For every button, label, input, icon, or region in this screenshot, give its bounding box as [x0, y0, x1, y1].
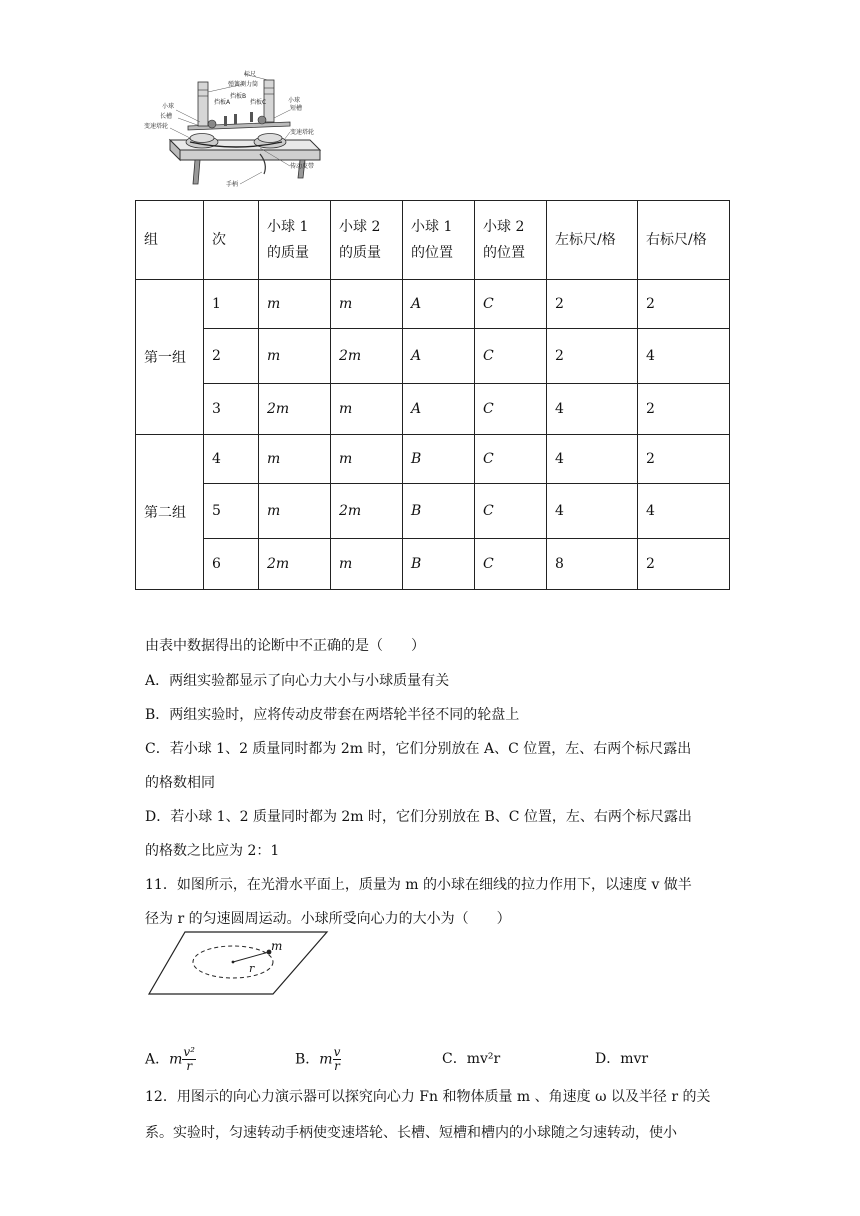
apparatus-figure	[140, 62, 330, 190]
label-tower-wheel-right: 变速塔轮	[290, 129, 315, 136]
label-spring-cylinder: 弹簧测力筒	[228, 81, 259, 88]
header-group: 组	[136, 201, 204, 280]
q12-stem-line2: 系。实验时，匀速转动手柄使变速塔轮、长槽、短槽和槽内的小球随之匀速转动，使小	[145, 1125, 677, 1141]
fig-label-r: r	[249, 962, 255, 975]
table-row: 2 m 2m A C 2 4	[136, 329, 730, 384]
q10-option-b: B．两组实验时，应将传动皮带套在两塔轮半径不同的轮盘上	[145, 707, 520, 723]
header-position-1: 小球 1 的位置	[403, 201, 475, 280]
header-trial: 次	[204, 201, 259, 280]
group-cell: 第二组	[136, 435, 204, 590]
q11-option-d: D．mvr	[595, 1051, 649, 1067]
q10-option-c-line1: C．若小球 1、2 质量同时都为 2m 时，它们分别放在 A、C 位置，左、右两个标尺露出	[145, 741, 692, 757]
label-handle: 手柄	[226, 181, 239, 188]
label-ball-right: 小球	[288, 97, 301, 104]
q10-option-c-line2: 的格数相同	[145, 775, 215, 791]
q11-option-b: B．m $\frac{v}{r}$	[295, 1045, 341, 1073]
table-header-row	[136, 201, 730, 280]
q12-stem-line1: 12．用图示的向心力演示器可以探究向心力 Fn 和物体质量 m 、角速度 ω 以及半径 r 的关	[145, 1089, 711, 1105]
fig-label-m: m	[271, 939, 283, 953]
label-baffle-c: 挡板C	[250, 99, 267, 106]
label-baffle-b: 挡板B	[230, 93, 247, 100]
header-mass-2: 小球 2 的质量	[331, 201, 403, 280]
header-position-2: 小球 2 的位置	[475, 201, 547, 280]
label-short-slot: 短槽	[290, 105, 303, 112]
q10-stem: 由表中数据得出的论断中不正确的是（ ）	[145, 638, 425, 654]
label-baffle-a: 挡板A	[214, 99, 231, 106]
header-mass-1: 小球 1 的质量	[259, 201, 331, 280]
q10-option-d-line2: 的格数之比应为 2：1	[145, 843, 280, 859]
label-belt: 传动皮带	[290, 163, 315, 170]
circular-motion-figure	[145, 928, 335, 1000]
label-ball-left: 小球	[162, 103, 175, 110]
label-tower-wheel-left: 变速塔轮	[144, 123, 169, 130]
group-cell: 第一组	[136, 280, 204, 435]
table-row: 第一组 1 m m A C 2 2	[136, 280, 730, 329]
q11-stem-line2: 径为 r 的匀速圆周运动。小球所受向心力的大小为（ ）	[145, 911, 511, 927]
q11-option-c: C．mv²r	[442, 1051, 501, 1067]
label-scale: 标尺	[244, 71, 257, 78]
data-table	[135, 200, 730, 590]
header-right-scale: 右标尺/格	[638, 201, 730, 280]
table-row: 5 m 2m B C 4 4	[136, 484, 730, 539]
table-row: 3 2m m A C 4 2	[136, 384, 730, 435]
table-row: 6 2m m B C 8 2	[136, 539, 730, 590]
table-row: 第二组 4 m m B C 4 2	[136, 435, 730, 484]
q11-option-a: A．m $\frac{\text{v²}}{r}$	[145, 1045, 195, 1073]
q10-option-d-line1: D．若小球 1、2 质量同时都为 2m 时，它们分别放在 B、C 位置，左、右两个标尺露出	[145, 809, 692, 825]
q11-stem-line1: 11．如图所示，在光滑水平面上，质量为 m 的小球在细线的拉力作用下，以速度 v 做半	[145, 877, 692, 893]
header-left-scale: 左标尺/格	[547, 201, 638, 280]
label-long-slot: 长槽	[160, 113, 173, 120]
q10-option-a: A．两组实验都显示了向心力大小与小球质量有关	[145, 673, 450, 689]
